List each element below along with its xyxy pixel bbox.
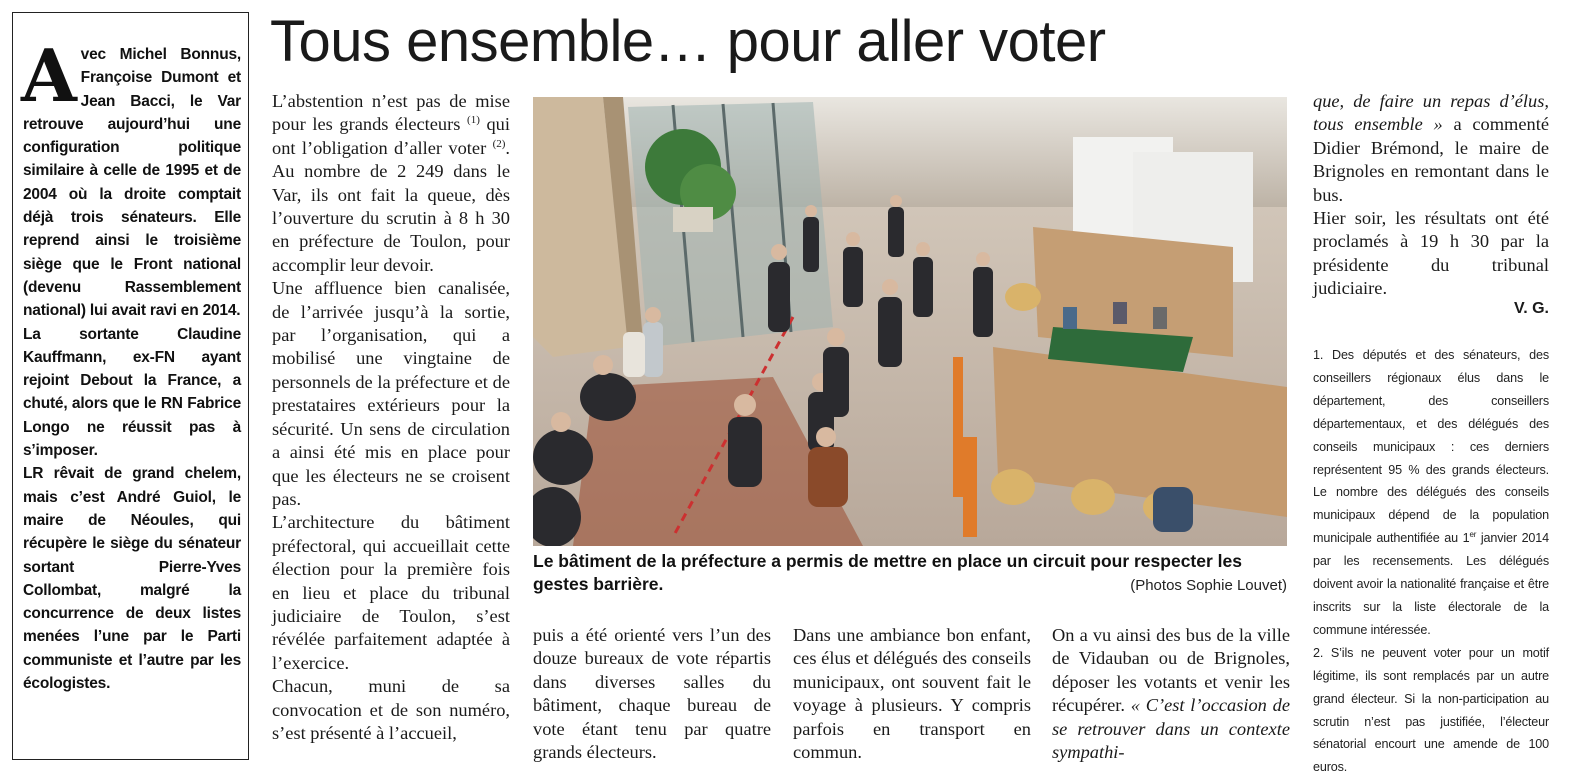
- photo-prefecture-vote: [533, 97, 1287, 546]
- quote-end: que, de faire un repas d’élus, tous ensemble »: [1313, 91, 1549, 135]
- article-column-1: [272, 90, 510, 745]
- article-column-3: Dans une ambiance bon enfant, ces élus et délégués des conseils municipaux, ont souvent fait le voyage à plusieurs. Y compris parfois en transport en commun.: [793, 625, 1031, 763]
- sidebar-paragraph-2: La sortante Claudine Kauffmann, ex-FN ayant rejoint Debout la France, a chuté, alors que le RN Fabrice Longo ne réussit pas à s’imposer.: [23, 325, 241, 460]
- article-column-4: [1052, 624, 1290, 764]
- article-paragraph-4: Chacun, muni de sa convocation et de son numéro, s’est présenté à l’accueil,: [272, 676, 510, 743]
- sidebar-text: [21, 33, 241, 695]
- column-4-text: On a vu ainsi des bus de la ville de Vidauban ou de Brignoles, déposer les votants et venir les récupérer.: [1052, 625, 1290, 716]
- column-5-paragraph-1: a commenté Didier Brémond, le maire de Brignoles en remontant dans le bus.: [1313, 114, 1549, 205]
- drop-cap: A: [21, 33, 77, 118]
- column-5-paragraph-2: Hier soir, les résultats ont été proclamés à 19 h 30 par la présidente du tribunal judiciaire.: [1313, 208, 1549, 299]
- headline: Tous ensemble… pour aller voter: [270, 9, 1106, 74]
- footnote-ref-2: (2): [492, 137, 506, 150]
- sidebar-paragraph-3: LR rêvait de grand chelem, mais c’est André Guiol, le maire de Néoules, qui récupère le siège du sénateur sortant Pierre-Yves Collombat, malgré la concurrence de deux listes menées l’une par le Parti communiste et l’autre par les écologistes.: [23, 465, 241, 693]
- quote-start: « C’est l’occasion de se retrouver dans un contexte sympathi-: [1052, 695, 1290, 763]
- footnote-2: 2. S’ils ne peuvent voter pour un motif légitime, ils sont remplacés par un autre grand électeur. Si la non-participation au scrutin n’est pas justifiée, l’électeur sénatorial encourt une amende de 100 euros.: [1313, 645, 1549, 775]
- sidebar-box: [12, 12, 249, 760]
- footnote-1: 1. Des députés et des sénateurs, des conseillers régionaux élus dans le département, des conseillers départementaux, et des délégués des conseils municipaux : ces derniers représentent 95 % des grands électeurs. Le nombre des délégués des conseils municipaux dépend de la population municipale authentifiée au 1er janvier 2014 par les recensements. Les délégués doivent avoir la nationalité française et être inscrits sur la liste électorale de la commune intéressée.: [1313, 348, 1549, 637]
- article-paragraph-2: Une affluence bien canalisée, de l’arrivée jusqu’à la sortie, par l’organisation, qui a mobilisé une vingtaine de personnels de la préfecture et de prestataires extérieurs pour la sécurité. Un sens de circulation a ainsi été mis en place pour que les électeurs ne se croisent pas.: [272, 278, 510, 509]
- photo-credit: (Photos Sophie Louvet): [1130, 577, 1287, 594]
- sidebar-paragraph-1: vec Michel Bonnus, Françoise Dumont et Jean Bacci, le Var retrouve aujourd’hui une configuration politique similaire à celle de 1995 et de 2004 où la droite comptait déjà trois sénateurs. Elle reprend ainsi le troisième siège que le Front national (devenu Rassemblement national) lui avait ravi en 2014.: [23, 46, 241, 320]
- photo-illustration: [533, 97, 1287, 546]
- footnotes: [1313, 344, 1549, 779]
- author-signature: V. G.: [1514, 300, 1549, 317]
- article-column-5: [1313, 90, 1549, 301]
- article-paragraph-3: L’architecture du bâtiment préfectoral, qui accueillait cette élection pour la première fois en lieu et place du tribunal judiciaire de Toulon, s’est révélée parfaitement adaptée à l’exercice.: [272, 512, 510, 673]
- article-paragraph-1: L’abstention n’est pas de mise pour les grands électeurs $^{(1)}$ qui ont l’obligation d’aller voter $^{(2)}$. Au nombre de 2 249 dans le Var, ils ont fait la queue, dès l’ouverture du scrutin à 8 h 30 en préfecture de Toulon, pour accomplir leur devoir.: [272, 91, 510, 275]
- article-column-2: puis a été orienté vers l’un des douze bureaux de vote répartis dans diverses salles du bâtiment, chaque bureau de vote étant tenu par quatre grands électeurs.: [533, 625, 771, 763]
- photo-caption: Le bâtiment de la préfecture a permis de mettre en place un circuit pour respecter les gestes barrière.: [533, 551, 1242, 594]
- footnote-ref-1: (1): [467, 114, 480, 127]
